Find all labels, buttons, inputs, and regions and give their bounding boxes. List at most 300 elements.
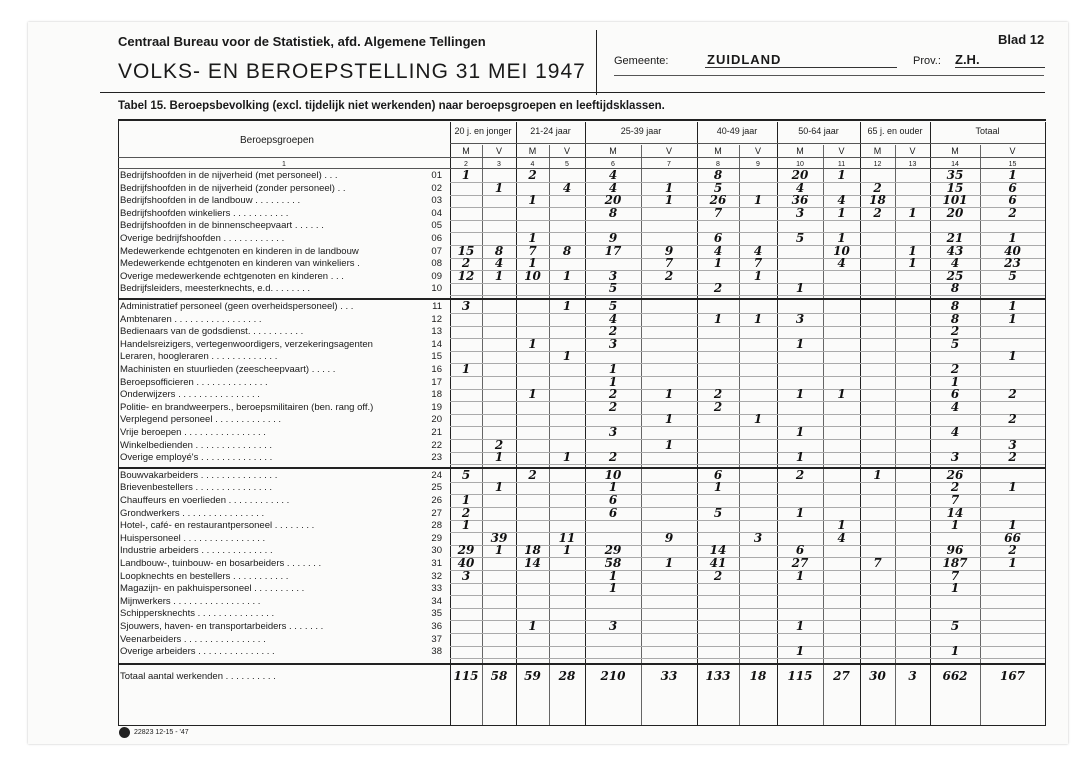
column-number: 1: [282, 161, 286, 168]
table-cell: 4: [494, 256, 504, 271]
section-divider: [118, 467, 1045, 469]
row-label: Bedrijfshoofden in de binnenscheepvaart . . . . . .: [120, 220, 324, 232]
table-cell: 1: [795, 425, 805, 439]
age-group-header: 21-24 jaar: [530, 126, 571, 136]
total-cell: 115: [453, 668, 479, 683]
table-cell: 2: [608, 450, 618, 465]
sex-header: V: [495, 146, 502, 156]
table-cell: 7: [528, 243, 537, 258]
total-cell: 115: [787, 668, 813, 683]
row-number: 29: [431, 532, 442, 544]
table-cell: 20: [604, 193, 622, 208]
table-cell: 1: [528, 256, 537, 271]
table-cell: 4: [795, 180, 805, 195]
age-group-header: 40-49 jaar: [716, 126, 758, 136]
age-group-header: 20 j. en jonger: [454, 126, 512, 136]
table-cell: 2: [494, 437, 504, 452]
row-label: Sjouwers, haven- en transportarbeiders . . . . . . .: [120, 621, 324, 632]
table-cell: 2: [713, 399, 723, 414]
row-label: Bedrijfshoofden in de nijverheid (zonder personeel) . .: [120, 182, 346, 194]
table-cell: 1: [528, 231, 537, 245]
table-cell: 1: [950, 518, 960, 533]
printer-logo-icon: [119, 727, 130, 738]
table-cell: 26: [946, 467, 964, 482]
table-cell: 23: [1004, 256, 1021, 271]
column-number: 14: [951, 161, 959, 168]
row-line: [450, 608, 1045, 609]
row-label: Overige employé's . . . . . . . . . . . . . .: [120, 452, 273, 464]
table-cell: 1: [753, 268, 763, 283]
row-number: 20: [431, 414, 442, 426]
table-cell: 17: [604, 243, 622, 258]
table-cell: 29: [457, 543, 475, 558]
table-cell: 1: [664, 387, 674, 402]
row-label: Veenarbeiders . . . . . . . . . . . . . . . .: [120, 633, 266, 645]
row-number: 15: [431, 351, 442, 363]
table-cell: 2: [1008, 387, 1017, 402]
row-number: 01: [431, 170, 442, 181]
table-cell: 1: [461, 362, 471, 376]
row-label: Bedrijfsleiders, meesterknechts, e.d. . . . . . . .: [120, 283, 311, 295]
table-cell: 3: [608, 268, 618, 283]
table-cell: 1: [837, 518, 846, 533]
table-cell: 1: [528, 387, 537, 402]
sex-header: M: [873, 146, 882, 156]
table-cell: 5: [950, 619, 960, 633]
sex-header: V: [838, 146, 845, 156]
row-number: 13: [431, 326, 442, 338]
table-cell: 1: [562, 268, 572, 283]
total-cell: 662: [942, 668, 968, 683]
table-cell: 5: [461, 467, 471, 482]
table-cell: 187: [942, 556, 968, 570]
table-cell: 2: [528, 467, 537, 482]
table-cell: 3: [608, 425, 618, 439]
row-label: Medewerkende echtgenoten en kinderen van winkeliers .: [120, 258, 360, 270]
table-cell: 1: [795, 568, 805, 583]
table-cell: 11: [558, 530, 576, 545]
row-line: [450, 464, 1045, 465]
table-cell: 8: [562, 243, 572, 258]
table-cell: 3: [1008, 437, 1017, 452]
table-cell: 1: [528, 336, 537, 351]
table-cell: 1: [713, 256, 723, 271]
header-line: [450, 143, 1045, 144]
table-cell: 1: [664, 437, 674, 452]
table-cell: 2: [873, 205, 882, 220]
row-label: Schippersknechts . . . . . . . . . . . . . . .: [120, 608, 275, 620]
row-number: 14: [431, 338, 442, 350]
sex-header: V: [909, 146, 916, 156]
row-label: Hotel-, café- en restaurantpersoneel . . . . . . . .: [120, 520, 315, 532]
sex-header: M: [609, 146, 617, 156]
table-cell: 14: [524, 556, 541, 570]
table-cell: 1: [608, 480, 618, 495]
table-cell: 2: [713, 568, 723, 583]
table-cell: 2: [795, 467, 805, 482]
table-cell: 15: [457, 243, 475, 258]
row-line: [450, 220, 1045, 221]
table-cell: 9: [664, 530, 674, 545]
row-label: Ambtenaren . . . . . . . . . . . . . . . . .: [120, 313, 262, 325]
row-label: Industrie arbeiders . . . . . . . . . . . . . .: [120, 545, 273, 557]
table-cell: 1: [494, 180, 504, 195]
table-cell: 3: [608, 336, 618, 351]
table-cell: 40: [457, 556, 475, 570]
province-label: Prov.:: [913, 55, 941, 67]
row-number: 23: [431, 452, 442, 464]
column-line: [1045, 122, 1046, 725]
age-group-header: 50-64 jaar: [798, 126, 839, 136]
table-cell: 2: [950, 324, 960, 339]
table-cell: 10: [833, 243, 850, 258]
table-cell: 1: [608, 374, 618, 389]
row-label: Beroepsofficieren . . . . . . . . . . . . . .: [120, 376, 268, 388]
table-cell: 26: [709, 193, 727, 208]
row-label: Bouwvakarbeiders . . . . . . . . . . . . . . .: [120, 469, 278, 481]
table-cell: 4: [837, 530, 846, 545]
column-number: 8: [716, 161, 720, 168]
column-number: 5: [565, 161, 569, 168]
table-cell: 1: [562, 349, 572, 364]
table-cell: 3: [795, 205, 805, 220]
sex-header: V: [665, 146, 672, 156]
row-number: 03: [431, 195, 442, 207]
table-cell: 4: [837, 193, 846, 208]
row-label: Overige bedrijfshoofden . . . . . . . . . . . .: [120, 233, 285, 244]
row-number: 19: [431, 401, 442, 413]
column-number: 11: [837, 161, 846, 168]
table-cell: 1: [528, 193, 537, 208]
table-cell: 1: [1008, 311, 1017, 326]
table-cell: 1: [873, 467, 882, 482]
row-number: 36: [431, 621, 442, 632]
row-label: Bedienaars van de godsdienst. . . . . . . . . . .: [120, 326, 304, 338]
table-cell: 29: [604, 543, 622, 558]
table-cell: 8: [950, 311, 960, 326]
table-cell: 7: [873, 556, 882, 570]
table-cell: 4: [837, 256, 846, 271]
row-line: [450, 658, 1045, 659]
table-cell: 12: [457, 268, 475, 283]
table-cell: 4: [753, 243, 763, 258]
table-cell: 1: [753, 412, 763, 427]
age-group-header: 25-39 jaar: [620, 126, 662, 136]
row-number: 25: [431, 482, 442, 494]
table-cell: 4: [713, 243, 723, 258]
table-cell: 3: [461, 299, 471, 313]
row-label: Bedrijfshoofden in de nijverheid (met personeel) . . .: [120, 170, 338, 181]
table-cell: 20: [946, 205, 964, 220]
total-cell: 18: [749, 668, 767, 683]
table-cell: 18: [869, 193, 886, 208]
row-number: 05: [431, 220, 442, 232]
table-cell: 3: [753, 530, 763, 545]
row-header: Beroepsgroepen: [240, 135, 314, 146]
table-cell: 7: [950, 493, 960, 507]
total-label: Totaal aantal werkenden . . . . . . . . . .: [120, 670, 276, 682]
table-cell: 1: [837, 168, 846, 182]
sex-header: M: [796, 146, 804, 156]
table-cell: 1: [562, 299, 572, 313]
row-number: 33: [431, 583, 442, 595]
row-number: 11: [432, 301, 442, 312]
table-cell: 27: [791, 556, 809, 570]
table-cell: 8: [950, 299, 960, 313]
table-cell: 2: [664, 268, 674, 283]
row-label: Onderwijzers . . . . . . . . . . . . . . . .: [120, 389, 260, 401]
table-cell: 1: [1008, 480, 1017, 495]
table-cell: 6: [1008, 193, 1017, 208]
table-cell: 1: [1008, 349, 1017, 364]
table-cell: 1: [950, 581, 960, 596]
table-cell: 1: [795, 644, 805, 659]
row-label: Medewerkende echtgenoten en kinderen in de landbouw: [120, 245, 359, 257]
table-cell: 101: [942, 193, 968, 208]
table-cell: 1: [908, 205, 917, 220]
sex-header: V: [754, 146, 761, 156]
total-cell: 28: [558, 668, 576, 683]
total-cell: 3: [908, 668, 917, 683]
table-cell: 7: [713, 205, 723, 220]
table-cell: 43: [946, 243, 964, 258]
column-line: [516, 122, 517, 725]
table-cell: 7: [950, 568, 960, 583]
table-cell: 2: [1008, 450, 1017, 465]
table-cell: 1: [908, 256, 917, 271]
table-cell: 5: [1008, 268, 1017, 283]
table-cell: 5: [608, 281, 618, 296]
table-cell: 1: [837, 205, 846, 220]
table-cell: 35: [946, 168, 964, 182]
table-cell: 10: [524, 268, 541, 283]
table-cell: 4: [608, 180, 618, 195]
column-number: 15: [1008, 161, 1017, 168]
table-cell: 1: [795, 387, 805, 402]
row-number: 12: [431, 313, 442, 325]
table-cell: 41: [709, 556, 727, 570]
table-cell: 10: [604, 467, 622, 482]
row-number: 18: [431, 389, 442, 401]
row-number: 38: [431, 646, 442, 658]
table-cell: 4: [950, 256, 960, 271]
total-cell: 133: [705, 668, 731, 683]
header-line: [118, 168, 1045, 169]
table-cell: 1: [795, 281, 805, 296]
column-number: 10: [796, 161, 804, 168]
row-number: 07: [431, 245, 442, 257]
table-title: Tabel 15. Beroepsbevolking (excl. tijdelijk niet werkenden) naar beroepsgroepen en leeftijdsklassen.: [118, 100, 665, 112]
table-cell: 1: [795, 619, 805, 633]
table-cell: 5: [795, 231, 805, 245]
table-cell: 1: [795, 336, 805, 351]
table-cell: 1: [528, 619, 537, 633]
table-cell: 2: [1008, 412, 1017, 427]
table-cell: 8: [494, 243, 504, 258]
total-cell: 210: [600, 668, 626, 683]
table-cell: 7: [664, 256, 674, 271]
table-cell: 66: [1004, 530, 1021, 545]
column-number: 13: [908, 161, 917, 168]
municipality-label: Gemeente:: [614, 55, 669, 67]
row-label: Overige medewerkende echtgenoten en kinderen . . .: [120, 270, 344, 282]
row-label: Magazijn- en pakhuispersoneel . . . . . . . . . .: [120, 583, 305, 595]
table-top-border: [118, 119, 1046, 121]
table-cell: 1: [713, 311, 723, 326]
table-cell: 1: [608, 362, 618, 376]
row-label: Overige arbeiders . . . . . . . . . . . . . . .: [120, 646, 275, 658]
table-cell: 6: [795, 543, 805, 558]
table-cell: 2: [461, 505, 471, 520]
row-label: Chauffeurs en voerlieden . . . . . . . . . . . .: [120, 495, 290, 506]
table-cell: 3: [461, 568, 471, 583]
sex-header: M: [714, 146, 722, 156]
row-number: 37: [431, 633, 442, 645]
table-cell: 8: [950, 281, 960, 296]
row-number: 32: [431, 570, 442, 582]
table-cell: 2: [713, 387, 723, 402]
table-cell: 14: [709, 543, 727, 558]
table-cell: 3: [795, 311, 805, 326]
table-cell: 1: [562, 450, 572, 465]
row-label: Administratief personeel (geen overheidspersoneel) . . .: [120, 301, 354, 312]
row-label: Brievenbestellers . . . . . . . . . . . . . . .: [120, 482, 273, 494]
table-cell: 1: [664, 556, 674, 570]
table-cell: 1: [753, 193, 763, 208]
form-code: 22823 12-15 - '47: [134, 729, 189, 736]
row-line: [450, 595, 1045, 596]
row-label: Bedrijfshoofden in de landbouw . . . . . . . . .: [120, 195, 301, 207]
table-cell: 1: [461, 518, 471, 533]
table-cell: 9: [664, 243, 674, 258]
table-cell: 8: [608, 205, 618, 220]
table-cell: 15: [946, 180, 964, 195]
row-number: 31: [431, 558, 442, 569]
table-cell: 6: [608, 505, 618, 520]
row-label: Bedrijfshoofden winkeliers . . . . . . . . . . .: [120, 207, 289, 219]
row-line: [450, 351, 1045, 352]
table-cell: 6: [950, 387, 960, 402]
total-cell: 30: [869, 668, 886, 683]
table-bottom-border: [118, 725, 1046, 726]
sex-header: M: [528, 146, 537, 156]
table-cell: 6: [608, 493, 618, 507]
table-cell: 2: [1008, 205, 1017, 220]
table-cell: 1: [795, 450, 805, 465]
row-number: 34: [431, 595, 442, 607]
row-label: Vrije beroepen . . . . . . . . . . . . . . . .: [120, 427, 266, 438]
table-cell: 6: [713, 467, 723, 482]
total-cell: 58: [490, 668, 508, 683]
table-left-border: [118, 119, 119, 726]
table-cell: 39: [490, 530, 508, 545]
table-cell: 1: [494, 543, 504, 558]
table-cell: 18: [524, 543, 541, 558]
header-divider: [596, 30, 597, 95]
table-cell: 1: [753, 311, 763, 326]
table-cell: 3: [950, 450, 960, 465]
table-cell: 1: [608, 581, 618, 596]
column-number: 12: [873, 161, 882, 168]
table-cell: 1: [608, 568, 618, 583]
total-cell: 59: [524, 668, 541, 683]
row-label: Winkelbedienden . . . . . . . . . . . . . . .: [120, 439, 273, 451]
total-cell: 27: [833, 668, 850, 683]
table-cell: 2: [608, 324, 618, 339]
table-cell: 1: [494, 450, 504, 465]
header-underline: [614, 75, 1044, 76]
table-cell: 7: [753, 256, 763, 271]
row-number: 09: [431, 270, 442, 282]
table-cell: 36: [791, 193, 809, 208]
table-cell: 1: [908, 243, 917, 258]
table-cell: 2: [950, 480, 960, 495]
row-label: Landbouw-, tuinbouw- en bosarbeiders . . . . . . .: [120, 558, 322, 569]
total-cell: 167: [999, 668, 1026, 683]
totals-divider: [118, 663, 1045, 665]
table-cell: 21: [946, 231, 964, 245]
table-cell: 14: [946, 505, 964, 520]
row-label: Grondwerkers . . . . . . . . . . . . . . . .: [120, 507, 265, 519]
table-cell: 40: [1004, 243, 1021, 258]
age-group-header: 65 j. en ouder: [867, 126, 923, 136]
row-number: 16: [431, 364, 442, 375]
table-cell: 5: [713, 505, 723, 520]
table-cell: 1: [664, 180, 674, 195]
table-cell: 4: [950, 399, 960, 414]
sex-header: M: [951, 146, 959, 156]
row-label: Politie- en brandweerpers., beroepsmilitairen (ben. rang off.): [120, 401, 374, 413]
row-label: Huispersoneel . . . . . . . . . . . . . . . .: [120, 532, 266, 544]
table-cell: 2: [608, 387, 618, 402]
table-cell: 1: [950, 644, 960, 659]
table-cell: 6: [713, 231, 723, 245]
sex-header: V: [563, 146, 570, 156]
table-cell: 1: [1008, 231, 1017, 245]
column-number: 3: [497, 161, 501, 168]
table-cell: 3: [608, 619, 618, 633]
table-cell: 1: [950, 374, 960, 389]
row-number: 02: [431, 182, 442, 194]
table-cell: 8: [713, 168, 723, 182]
table-cell: 2: [950, 362, 960, 376]
table-cell: 2: [713, 281, 723, 296]
sheet-number: Blad 12: [998, 32, 1045, 47]
column-number: 2: [464, 161, 468, 168]
row-label: Mijnwerkers . . . . . . . . . . . . . . . . .: [120, 595, 261, 607]
table-cell: 5: [713, 180, 723, 195]
table-cell: 1: [461, 168, 471, 182]
row-number: 24: [431, 469, 442, 481]
row-line: [450, 295, 1045, 296]
row-number: 04: [431, 207, 442, 219]
table-cell: 1: [837, 387, 846, 402]
row-label: Handelsreizigers, vertegenwoordigers, verzekeringsagenten: [120, 338, 373, 350]
table-cell: 1: [494, 480, 504, 495]
column-number: 7: [667, 161, 671, 168]
row-line: [450, 439, 1045, 440]
row-number: 30: [431, 545, 442, 557]
province-value: Z.H.: [955, 52, 1045, 68]
row-number: 10: [431, 283, 442, 295]
table-cell: 6: [1008, 180, 1017, 195]
total-cell: 33: [660, 668, 678, 683]
table-cell: 4: [608, 311, 618, 326]
organization-name: Centraal Bureau voor de Statistiek, afd. Algemene Tellingen: [118, 34, 486, 49]
table-cell: 2: [461, 256, 471, 271]
table-cell: 1: [461, 493, 471, 507]
column-number: 9: [756, 161, 760, 168]
